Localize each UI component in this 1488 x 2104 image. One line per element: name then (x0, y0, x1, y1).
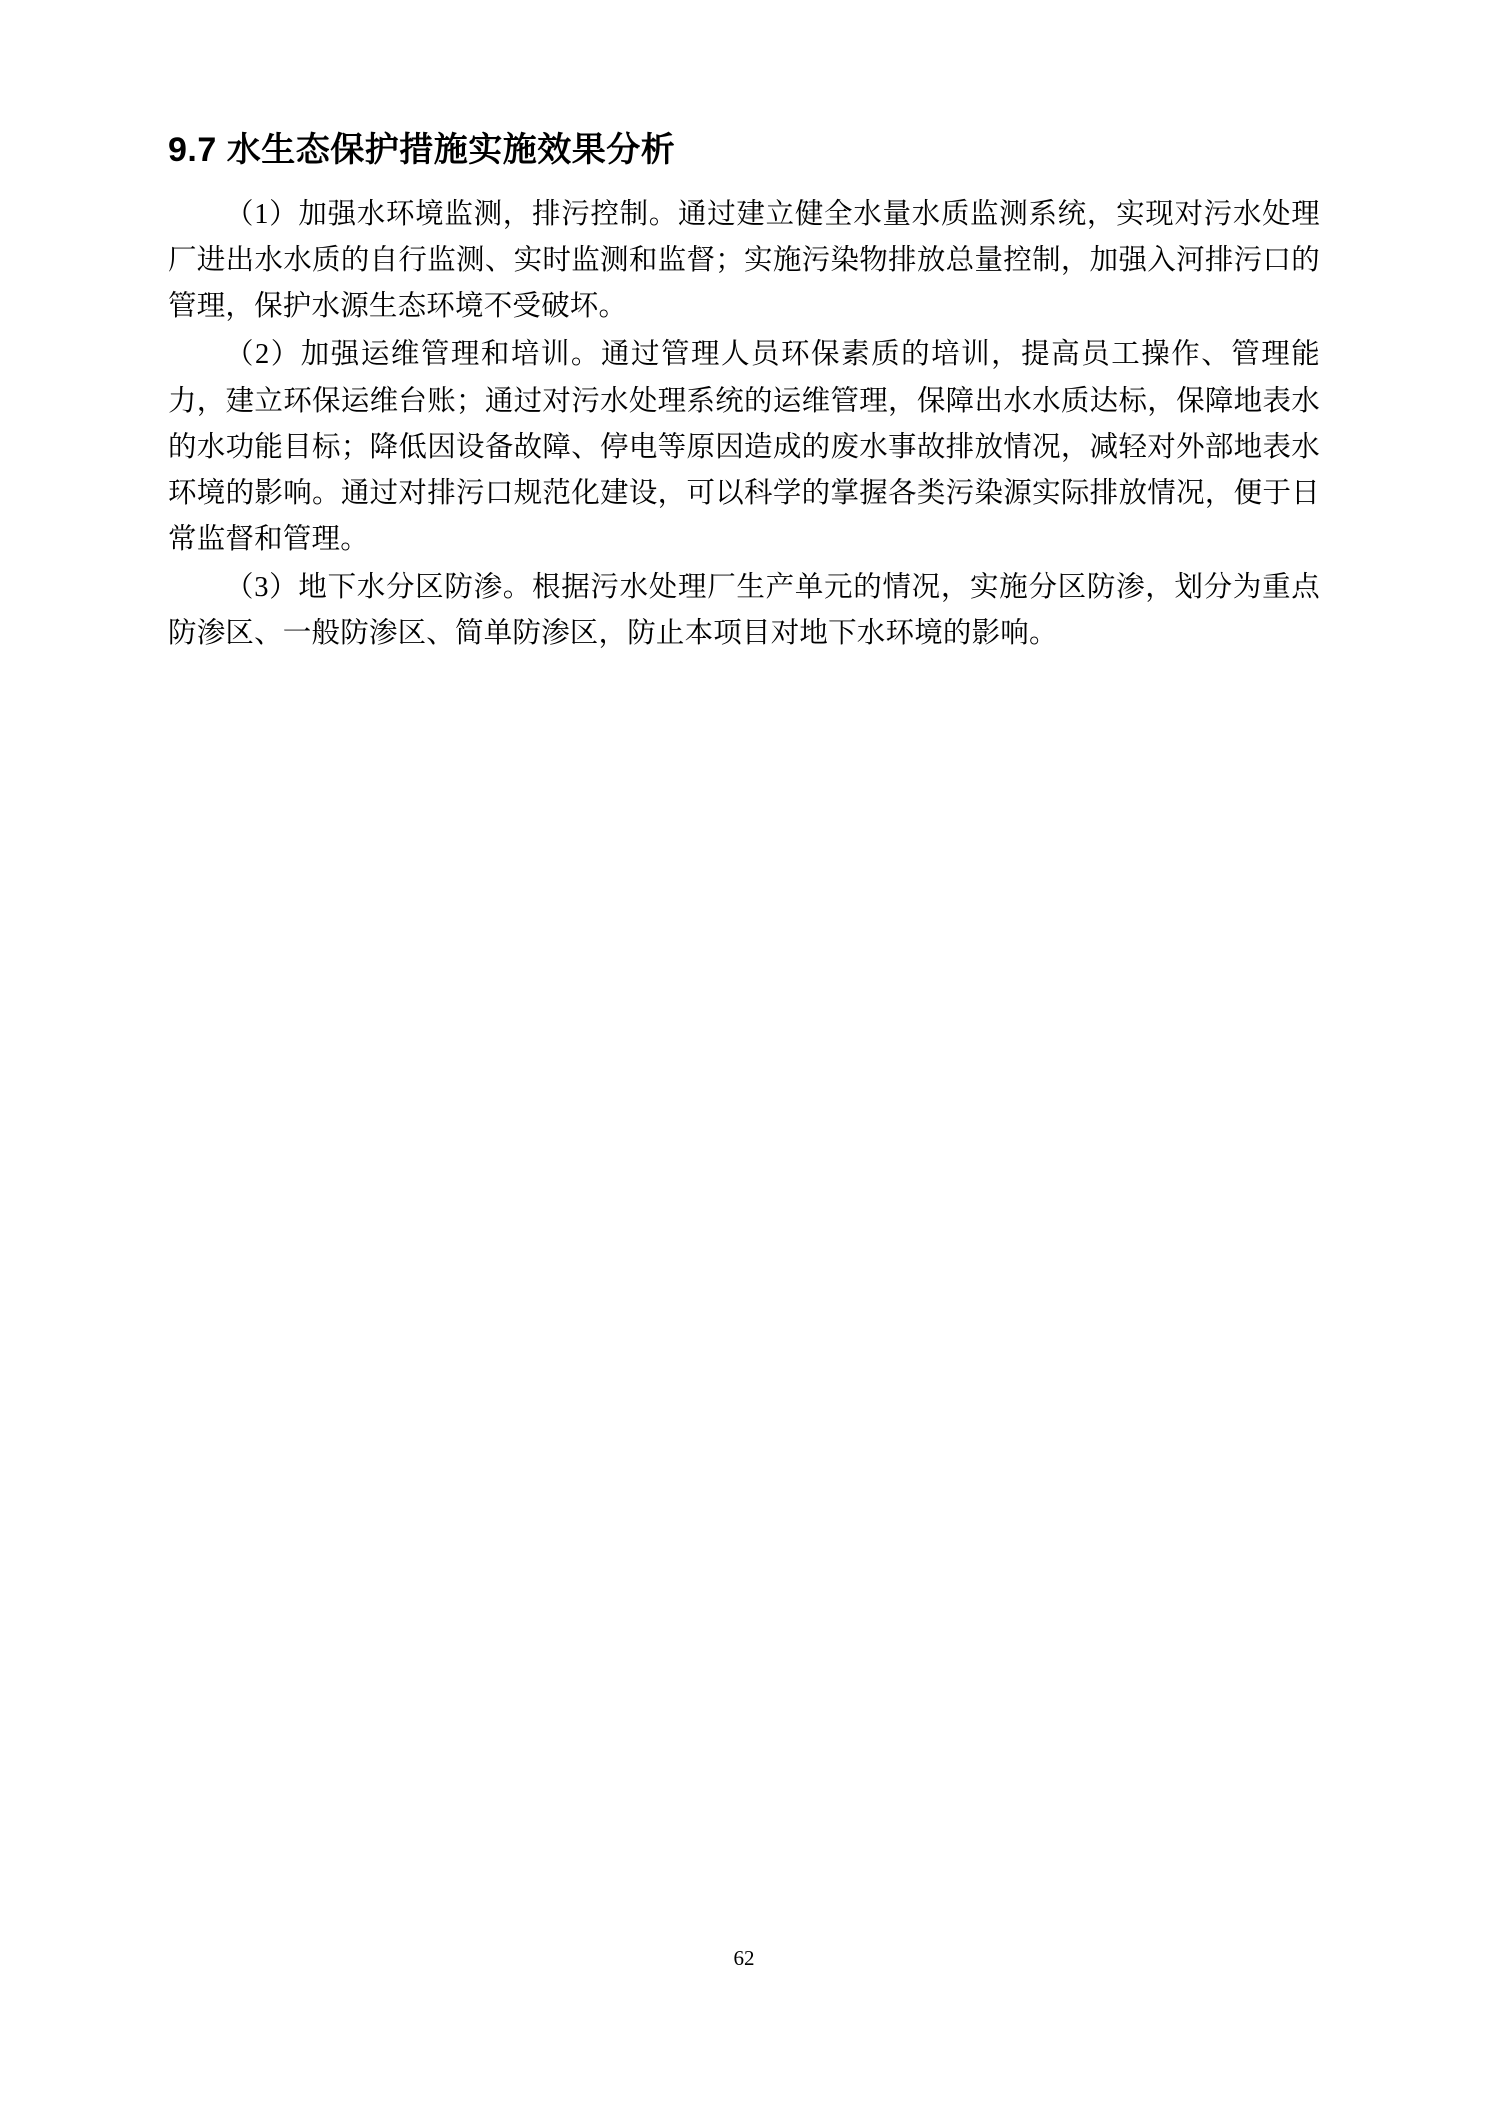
paragraph-1: （1）加强水环境监测，排污控制。通过建立健全水量水质监测系统，实现对污水处理厂进出水水质的自行监测、实时监测和监督；实施污染物排放总量控制，加强入河排污口的管理，保护水源生态环境不受破坏。 (168, 198, 1320, 323)
paragraph-2: （2）加强运维管理和培训。通过管理人员环保素质的培训，提高员工操作、管理能力，建立环保运维台账；通过对污水处理系统的运维管理，保障出水水质达标，保障地表水的水功能目标；降低因设备故障、停电等原因造成的废水事故排放情况，减轻对外部地表水环境的影响。通过对排污口规范化建设，可以科学的掌握各类污染源实际排放情况，便于日常监督和管理。 (168, 339, 1320, 555)
paragraph-3: （3）地下水分区防渗。根据污水处理厂生产单元的情况，实施分区防渗，划分为重点防渗区、一般防渗区、简单防渗区，防止本项目对地下水环境的影响。 (168, 572, 1320, 650)
document-body (168, 128, 1320, 659)
page-number: 62 (733, 1946, 755, 1970)
section-heading: 9.7 水生态保护措施实施效果分析 (168, 131, 676, 169)
